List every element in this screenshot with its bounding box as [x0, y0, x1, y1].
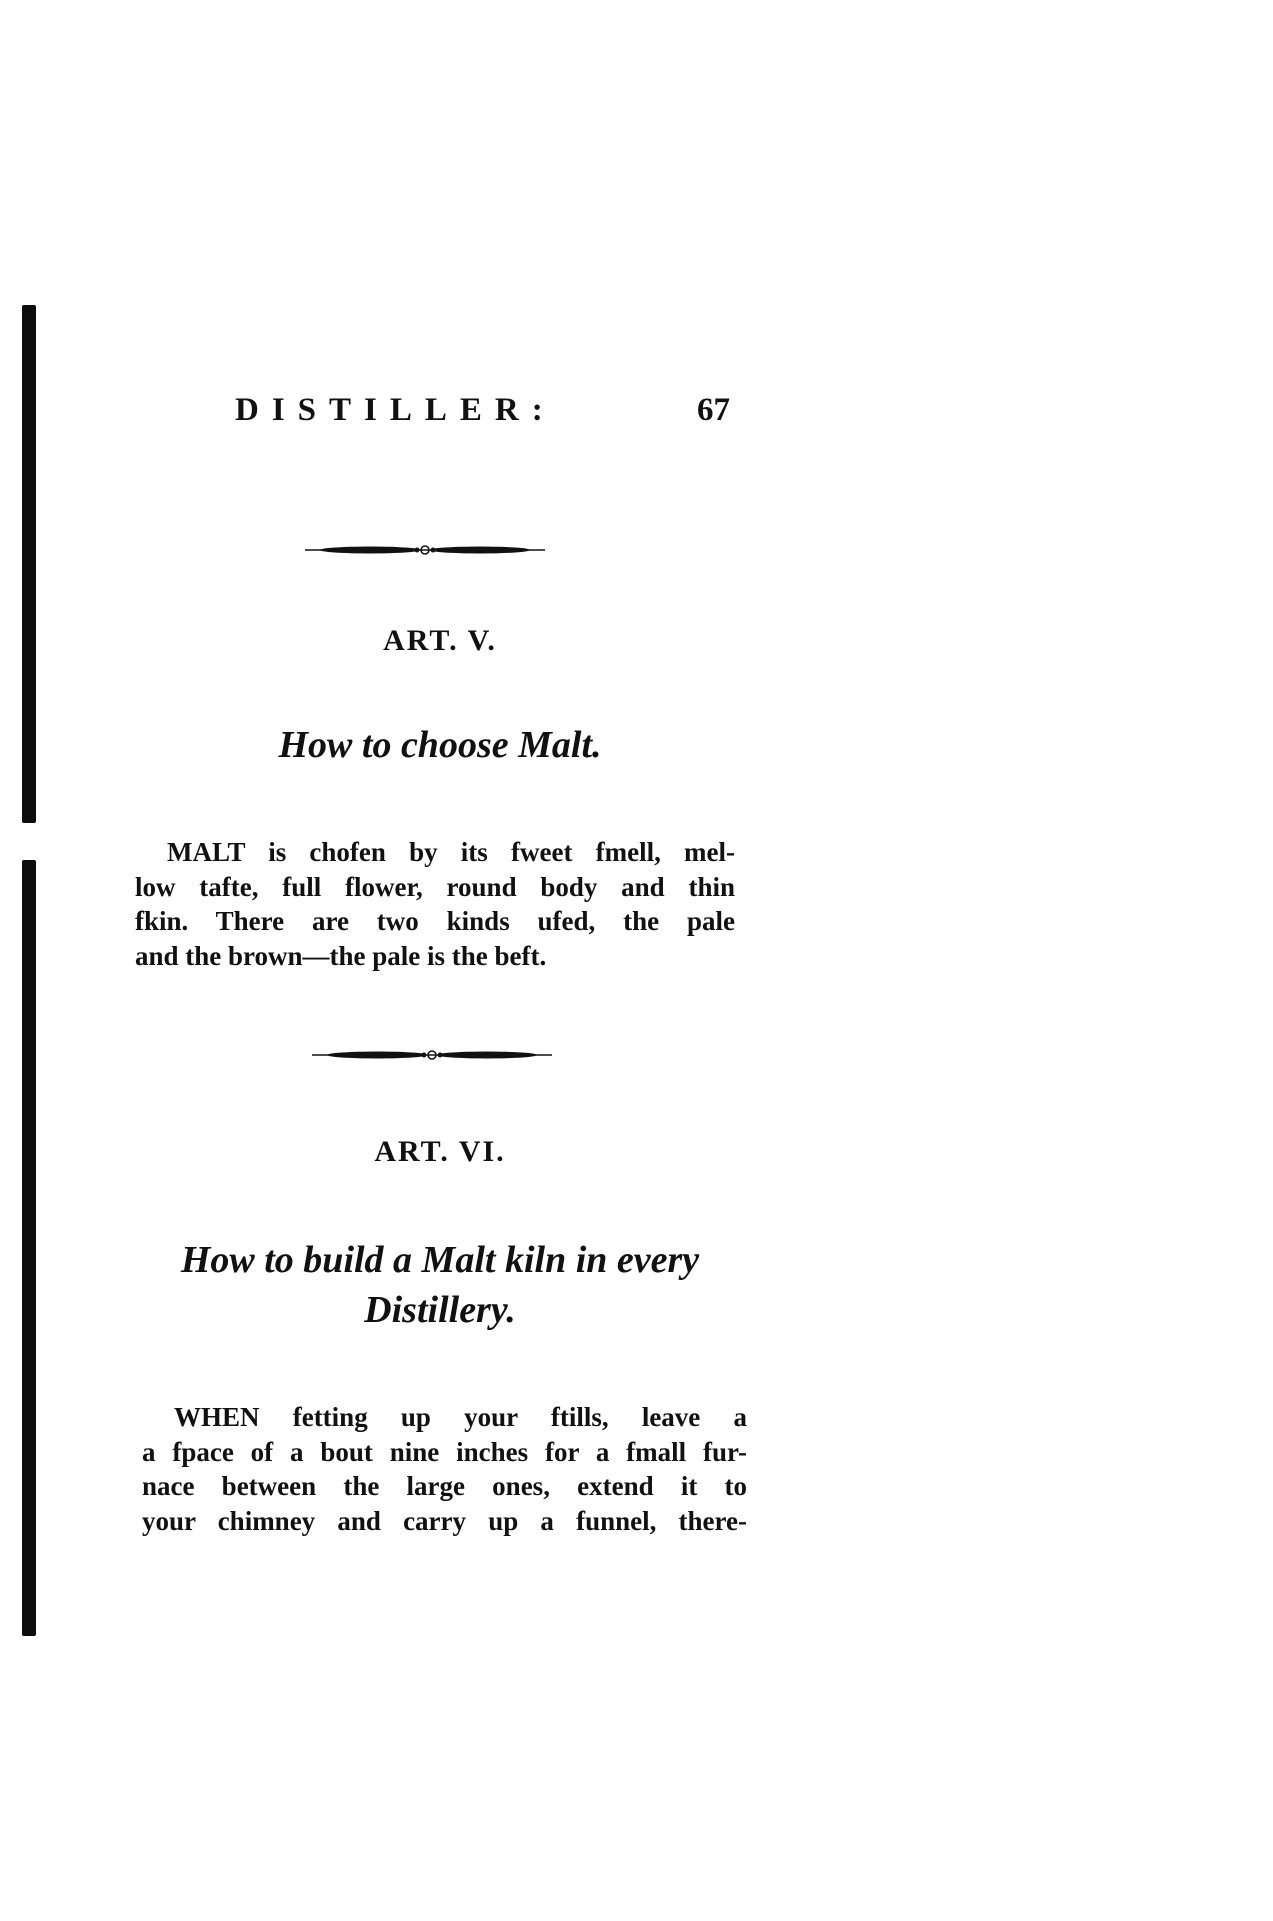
article-paragraph	[135, 835, 735, 973]
article-heading: ART. V.	[383, 624, 497, 657]
ornament-divider	[312, 1045, 552, 1065]
binding-edge-top	[22, 305, 36, 823]
paragraph-line: fkin. There are two kinds ufed, the pale	[135, 906, 735, 936]
paragraph-line: a fpace of a bout nine inches for a fmall fur-	[142, 1436, 747, 1467]
article-paragraph	[142, 1400, 747, 1538]
article-subtitle	[135, 1235, 745, 1335]
subtitle-line: How to build a Malt kiln in every	[180, 1239, 700, 1281]
page-number: 67	[697, 392, 730, 428]
article-subtitle	[135, 720, 745, 770]
paragraph-line: MALT is chofen by its fweet fmell, mel-	[167, 837, 735, 867]
paragraph-line: your chimney and carry up a funnel, there-	[142, 1505, 747, 1536]
subtitle-line: How to choose Malt.	[278, 724, 602, 766]
binding-edge-bottom	[22, 860, 36, 1636]
running-head	[235, 392, 730, 442]
paragraph-line: nace between the large ones, extend it to	[142, 1471, 747, 1501]
ornament-divider	[305, 540, 545, 560]
paragraph-line: low tafte, full flower, round body and thin	[135, 871, 735, 902]
paragraph-line: WHEN fetting up your ftills, leave a	[174, 1402, 747, 1432]
running-title: DISTILLER:	[235, 392, 556, 428]
subtitle-line: Distillery.	[364, 1289, 516, 1331]
article-heading: ART. VI.	[374, 1135, 506, 1168]
paragraph-line: and the brown—the pale is the beft.	[135, 940, 547, 971]
